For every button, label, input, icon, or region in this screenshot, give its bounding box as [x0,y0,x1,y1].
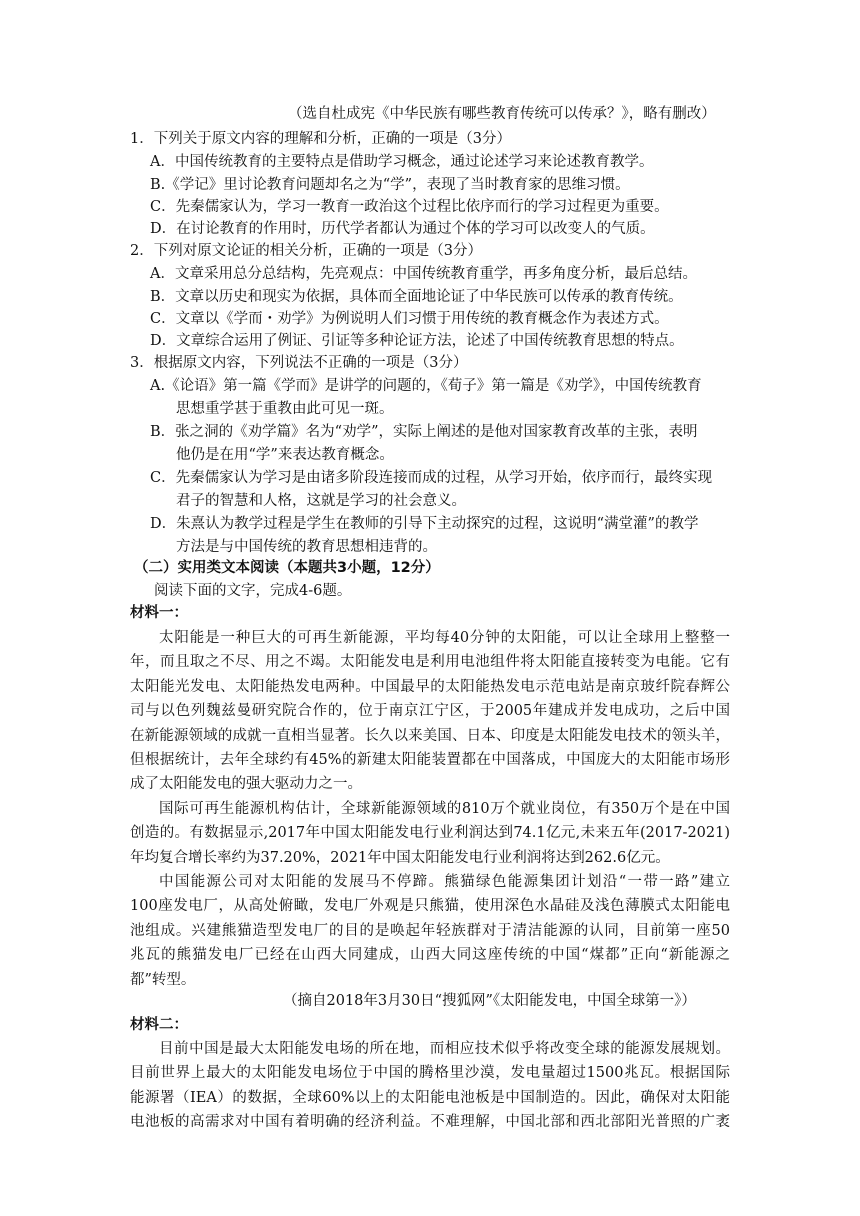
material-1-paragraph-3: 中国能源公司对太阳能的发展马不停蹄。熊猫绿色能源集团计划沿“一带一路”建立 100座发电厂，从高处俯瞰，发电厂外观是只熊猫，使用深色水晶硅及浅色薄膜式太阳能电 池组成。兴建熊猫造型发电厂的目的是唤起年轻族群对于清洁能源的认同，目前第一座50 兆瓦的熊猫发电厂已经在山西大同建成，山西大同这座传统的中国“煤都”正向“新能源之 都”转型。 [130,874,730,988]
question-3-option-d: D．朱熹认为教学过程是学生在教师的引导下主动探究的过程，这说明“满堂灌”的教学 [150,516,699,532]
question-2-option-b: B．文章以历史和现实为依据，具体而全面地论证了中华民族可以传承的教育传统。 [150,289,683,305]
question-3-option-d-cont: 方法是与中国传统的教育思想相违背的。 [176,539,437,555]
material-2-title: 材料二： [130,1017,188,1033]
section-heading: （二）实用类文本阅读（本题共3小题，12分） [134,560,440,576]
question-1-option-c: C．先秦儒家认为，学习一教育一政治这个过程比依序而行的学习过程更为重要。 [150,199,669,215]
question-1-stem: 1．下列关于原文内容的理解和分析，正确的一项是（3分） [130,131,511,147]
material-1-paragraph-1: 太阳能是一种巨大的可再生新能源，平均每40分钟的太阳能，可以让全球用上整整一 年，而且取之不尽、用之不竭。太阳能发电是利用电池组件将太阳能直接转变为电能。它有 太阳能光发电、太阳能热发电两种。中国最早的太阳能热发电示范电站是南京玻纤院春辉公 司与以色列魏兹曼研究院合作的，位于南京江宁区，于2005年建成并发电成功，之后中国 在新能源领域的成就一直相当显著。长久以来美国、日本、印度是太阳能发电技术的领头羊， 但根据统计，去年全球约有45%的新建太阳能装置都在中国落成，中国庞大的太阳能市场形 成了太阳能发电的强大驱动力之一。 [130,630,730,793]
question-1-option-d: D．在讨论教育的作用时，历代学者都认为通过个体的学习可以改变人的气质。 [150,221,655,237]
question-2-option-a: A．文章采用总分总结构，先亮观点：中国传统教育重学，再多角度分析，最后总结。 [150,266,697,282]
question-2-stem: 2．下列对原文论证的相关分析，正确的一项是（3分） [130,243,482,259]
material-1-credit: （摘自2018年3月30日“搜狐网”《太阳能发电，中国全球第一》） [283,993,696,1009]
material-1-title: 材料一： [130,605,188,621]
question-3-option-b: B．张之洞的《劝学篇》名为“劝学”，实际上阐述的是他对国家教育改革的主张，表明 [150,424,698,440]
question-1-option-a: A．中国传统教育的主要特点是借助学习概念，通过论述学习来论述教育教学。 [150,154,654,170]
question-3-option-c: C．先秦儒家认为学习是由诸多阶段连接而成的过程，从学习开始，依序而行，最终实现 [150,470,713,486]
material-1-paragraph-2: 国际可再生能源机构估计，全球新能源领域的810万个就业岗位，有350万个是在中国 创造的。有数据显示,2017年中国太阳能发电行业利润达到74.1亿元,未来五年(2017-2021) 年均复合增长率约为37.20%，2021年中国太阳能发电行业利润将达到262.6亿元。 [130,801,730,866]
question-3-stem: 3．根据原文内容，下列说法不正确的一项是（3分） [130,355,468,371]
question-3-option-b-cont: 他仍是在用“学”来表达教育概念。 [176,447,394,463]
question-2-option-d: D．文章综合运用了例证、引证等多种论证方法，论述了中国传统教育思想的特点。 [150,333,684,349]
question-2-option-c: C．文章以《学而・劝学》为例说明人们习惯于用传统的教育概念作为表述方式。 [150,311,669,327]
material-2-paragraph-1: 目前中国是最大太阳能发电场的所在地，而相应技术似乎将改变全球的能源发展规划。 目前世界上最大的太阳能发电场位于中国的腾格里沙漠，发电量超过1500兆瓦。根据国际 能源署（IEA）的数据，全球60%以上的太阳能电池板是中国制造的。因此，确保对太阳能 电池板的高需求对中国有着明确的经济利益。不难理解，中国北部和西北部阳光普照的广袤 [130,1041,730,1131]
section-instruction: 阅读下面的文字，完成4-6题。 [154,583,352,599]
question-1-option-b: B.《学记》里讨论教育问题却名之为“学”，表现了当时教育家的思维习惯。 [150,177,630,193]
question-3-option-a: A.《论语》第一篇《学而》是讲学的问题的，《荀子》第一篇是《劝学》，中国传统教育 [150,378,702,394]
source-citation: （选自杜成宪《中华民族有哪些教育传统可以传承？》，略有删改） [288,106,716,122]
question-3-option-a-cont: 思想重学甚于重教由此可见一斑。 [176,401,394,417]
question-3-option-c-cont: 君子的智慧和人格，这就是学习的社会意义。 [176,493,466,509]
